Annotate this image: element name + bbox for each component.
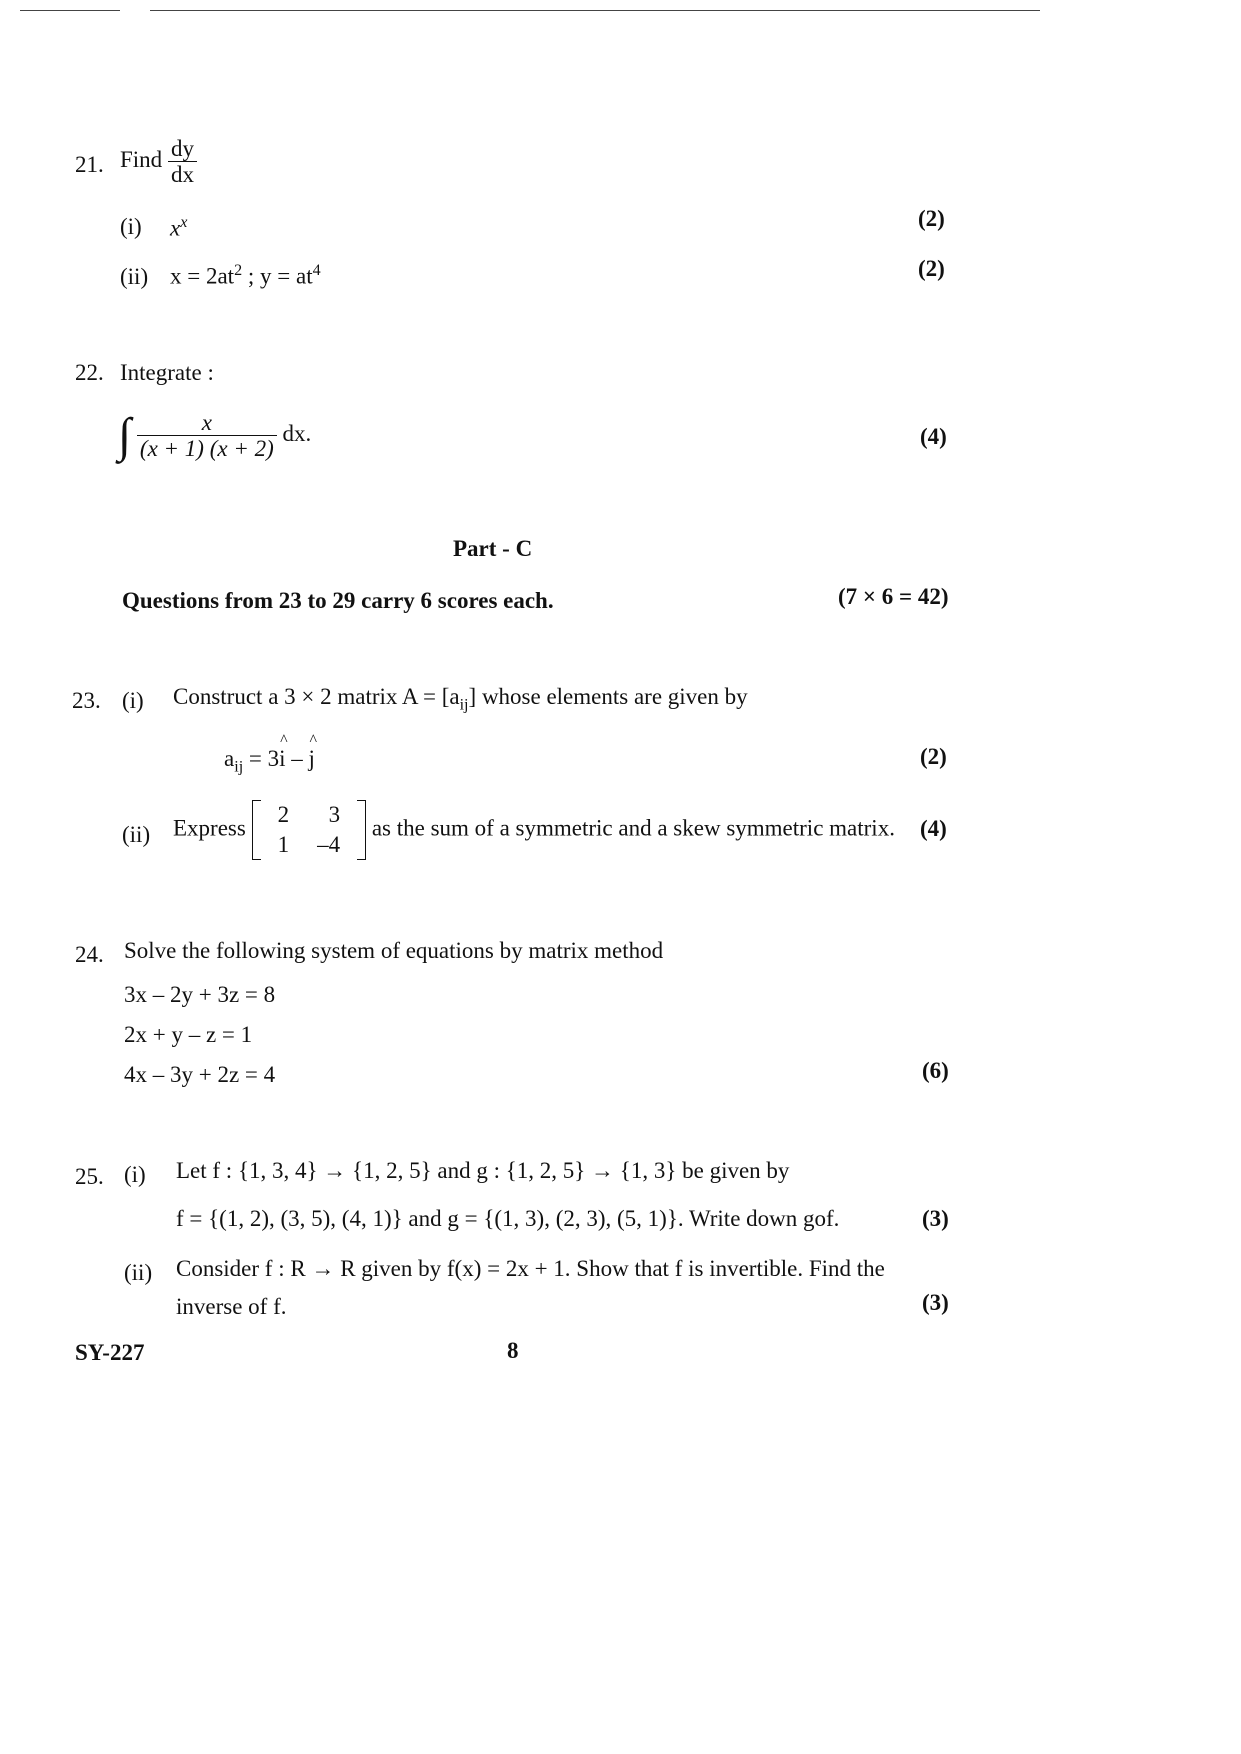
- q21-frac-num: dy: [170, 136, 194, 161]
- q24-equation-1: 3x – 2y + 3z = 8: [124, 982, 276, 1007]
- q22-dx: dx.: [282, 421, 312, 447]
- q25-i-line2: f = {(1, 2), (3, 5), (4, 1)} and g = {(1, 3), (2, 3), (5, 1)}. Write down gof.: [176, 1206, 840, 1231]
- q22-integral: [118, 410, 311, 462]
- i-hat-icon: ^ i: [279, 746, 285, 772]
- j-hat-icon: ^ j: [309, 746, 315, 772]
- q23-matrix: [252, 800, 367, 860]
- part-c-title: Part - C: [453, 536, 533, 561]
- q23-i-label: (i): [122, 688, 144, 713]
- q25-i-label: (i): [124, 1162, 146, 1187]
- q24-score: (6): [922, 1058, 949, 1083]
- q25-ii-line2: inverse of f.: [176, 1294, 287, 1319]
- q21-i-expr: [170, 214, 187, 242]
- q25-ii-line1: Consider f : R → R given by f(x) = 2x + 1. Show that f is invertible. Find the: [176, 1256, 885, 1281]
- q23-ii-lead: Express: [173, 815, 246, 841]
- footer-page-number: 8: [507, 1338, 519, 1363]
- q23-ii-row: [173, 800, 895, 860]
- q23-i-score: (2): [920, 744, 947, 769]
- matrix-cell: 1: [277, 832, 290, 857]
- q23-formula-a: a: [224, 746, 235, 771]
- q21-derivative: [168, 136, 197, 188]
- q23-i-text-a: Construct a 3 × 2 matrix A = [a: [173, 684, 460, 709]
- q22-number: 22.: [75, 360, 104, 385]
- matrix-cell: 3: [328, 802, 341, 827]
- q23-formula-b: = 3: [243, 746, 280, 771]
- q23-ii-tail: as the sum of a symmetric and a skew symmetric matrix.: [371, 815, 895, 841]
- q22-lead: Integrate :: [120, 360, 214, 385]
- q21-prompt: [120, 136, 197, 188]
- q21-lead: Find: [120, 147, 163, 173]
- q23-i-text: [173, 684, 748, 715]
- q22-score: (4): [920, 424, 947, 449]
- q23-formula-sub: ij: [234, 758, 244, 776]
- q25-ii-label: (ii): [124, 1260, 153, 1285]
- q23-ii-score: (4): [920, 816, 947, 841]
- header-rule-left: [20, 10, 120, 11]
- part-c-instruction: Questions from 23 to 29 carry 6 scores each.: [122, 588, 554, 613]
- q21-i-base: x: [170, 215, 181, 241]
- q23-number: 23.: [72, 688, 101, 713]
- header-rule-right: [150, 10, 1040, 11]
- q21-frac-den: dx: [168, 161, 197, 187]
- q21-ii-y: ; y = at: [242, 263, 313, 289]
- q21-ii-x: x = 2at: [170, 263, 235, 289]
- q24-equation-2: 2x + y – z = 1: [124, 1022, 253, 1047]
- matrix-cell: 2: [277, 802, 290, 827]
- q21-i-score: (2): [918, 206, 945, 231]
- q21-ii-x-exp: 2: [234, 262, 243, 279]
- q21-ii-y-exp: 4: [312, 262, 321, 279]
- q21-ii-expr: [170, 262, 321, 290]
- q24-lead: Solve the following system of equations by matrix method: [124, 938, 664, 963]
- q22-frac-den: (x + 1) (x + 2): [137, 435, 277, 461]
- q23-formula-minus: –: [285, 746, 309, 771]
- q25-number: 25.: [75, 1164, 104, 1189]
- q23-i-sub: ij: [459, 696, 469, 714]
- integral-icon: ∫: [118, 408, 132, 462]
- part-c-total: (7 × 6 = 42): [838, 584, 949, 609]
- q21-number: 21.: [75, 152, 104, 177]
- q22-fraction: [137, 410, 277, 462]
- q21-i-exp: x: [180, 214, 188, 231]
- q24-equation-3: 4x – 3y + 2z = 4: [124, 1062, 276, 1087]
- q21-ii-label: (ii): [120, 264, 149, 289]
- q25-i-score: (3): [922, 1206, 949, 1231]
- q23-formula: [224, 746, 315, 777]
- q23-i-text-b: ] whose elements are given by: [468, 684, 748, 709]
- q25-ii-score: (3): [922, 1290, 949, 1315]
- q23-ii-label: (ii): [122, 822, 151, 847]
- footer-code: SY-227: [75, 1340, 145, 1365]
- q24-number: 24.: [75, 942, 104, 967]
- q21-ii-score: (2): [918, 256, 945, 281]
- q25-i-line1: Let f : {1, 3, 4} → {1, 2, 5} and g : {1, 2, 5} → {1, 3} be given by: [176, 1158, 790, 1183]
- q22-frac-num: x: [201, 410, 212, 435]
- matrix-cell: –4: [317, 832, 341, 857]
- q21-i-label: (i): [120, 214, 142, 239]
